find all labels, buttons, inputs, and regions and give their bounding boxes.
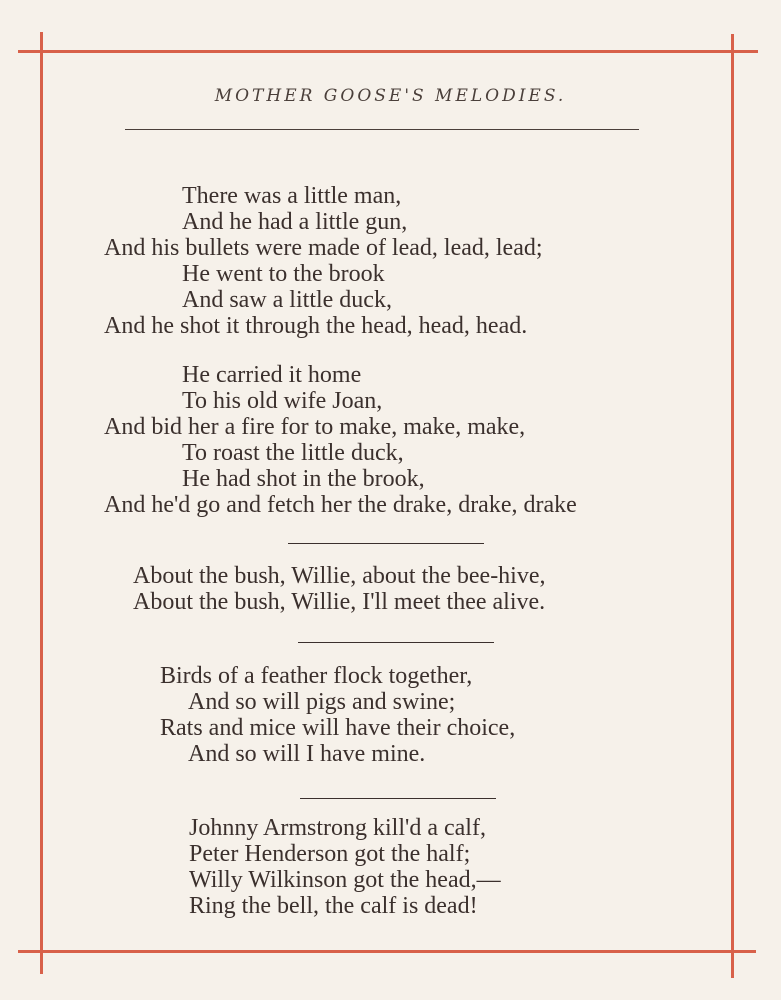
verse-line: He went to the brook [182, 261, 385, 287]
verse-line: Ring the bell, the calf is dead! [189, 893, 478, 919]
running-head-rule [125, 129, 639, 130]
verse-line: And so will I have mine. [188, 741, 426, 767]
section-divider [288, 543, 484, 544]
verse-line: About the bush, Willie, I'll meet thee alive. [133, 589, 546, 615]
verse-line: And he shot it through the head, head, head. [104, 313, 528, 339]
verse-line: To roast the little duck, [182, 440, 404, 466]
verse-line: And he'd go and fetch her the drake, drake, drake [104, 492, 577, 518]
verse-line: And saw a little duck, [182, 287, 392, 313]
verse-line: And so will pigs and swine; [188, 689, 456, 715]
verse-line: And his bullets were made of lead, lead, lead; [104, 235, 543, 261]
verse-line: Johnny Armstrong kill'd a calf, [189, 815, 486, 841]
verse-line: Birds of a feather flock together, [160, 663, 473, 689]
border-rule-right [731, 34, 734, 978]
section-divider [300, 798, 496, 799]
verse-line: Peter Henderson got the half; [189, 841, 471, 867]
section-divider [298, 642, 494, 643]
verse-line: Rats and mice will have their choice, [160, 715, 516, 741]
verse-line: About the bush, Willie, about the bee-hive, [133, 563, 546, 589]
verse-line: Willy Wilkinson got the head,— [189, 867, 501, 893]
verse-line: And he had a little gun, [182, 209, 408, 235]
verse-line: He carried it home [182, 362, 362, 388]
border-rule-top [18, 50, 758, 53]
verse-line: To his old wife Joan, [182, 388, 383, 414]
verse-line: There was a little man, [182, 183, 402, 209]
border-rule-bottom [18, 950, 756, 953]
running-head: MOTHER GOOSE'S MELODIES. [214, 86, 567, 106]
verse-line: And bid her a fire for to make, make, make, [104, 414, 526, 440]
border-rule-left [40, 32, 43, 974]
verse-line: He had shot in the brook, [182, 466, 425, 492]
